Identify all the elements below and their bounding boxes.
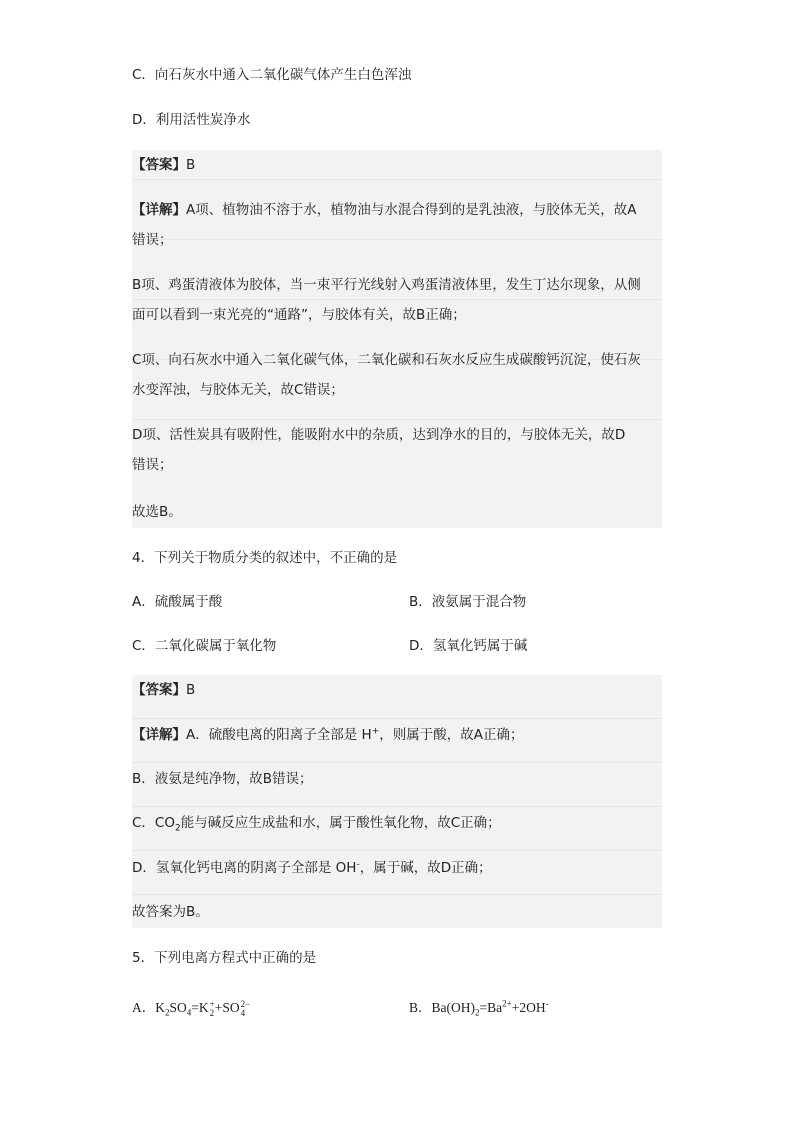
explain-label: 【详解】 [132,202,186,218]
answer-label: 【答案】 [132,682,186,698]
q3-explain-b-2: 面可以看到一束光亮的“通路”，与胶体有关，故B正确； [132,307,466,323]
explain-text: A项、植物油不溶于水，植物油与水混合得到的是乳浊液，与胶体无关，故A [186,202,637,218]
formula-part: K [155,1000,165,1015]
explain-c-tail: 能与碱反应生成盐和水，属于酸性氧化物，故C正确； [180,815,501,831]
formula-part: =K [191,1000,209,1015]
explain-d-text: D．氢氧化钙电离的阴离子全部是 OH [132,860,357,876]
q3-explain-c-1: C项、向石灰水中通入二氧化碳气体，二氧化碳和石灰水反应生成碳酸钙沉淀，使石灰 [132,352,641,368]
q3-option-d: D．利用活性炭净水 [132,112,251,128]
q4-explain-d [132,853,662,883]
subscript: 4 [186,1007,192,1018]
q4-conclusion: 故答案为B。 [132,904,209,920]
q4-option-c: C．二氧化碳属于氧化物 [132,638,277,654]
answer-label: 【答案】 [132,157,186,173]
subscript: 2 [475,1007,480,1018]
q3-answer [132,150,662,180]
superscript: - [545,998,549,1009]
formula-part: SO [169,1000,187,1015]
q4-explain-c [132,808,662,838]
subscript: 2 [165,1007,170,1018]
q3-explain-d-2: 错误； [132,457,173,473]
q5-option-b [409,993,549,1023]
formula-part: =Ba [479,1000,503,1015]
answer-value: B [186,682,196,698]
q4-option-a: A．硫酸属于酸 [132,594,223,610]
option-label: A． [132,1000,156,1015]
explain-a-text: A．硫酸电离的阳离子全部是 H [186,727,372,743]
q4-stem: 4．下列关于物质分类的叙述中，不正确的是 [132,550,398,566]
q3-conclusion: 故选B。 [132,504,182,520]
oh-minus-charge: - [356,859,360,870]
q3-explain-b-1: B项、鸡蛋清液体为胶体，当一束平行光线射入鸡蛋清液体里，发生丁达尔现象，从侧 [132,277,641,293]
q4-answer-box [132,675,662,928]
explain-label: 【详解】 [132,727,186,743]
q4-answer [132,675,662,705]
co2-subscript: 2 [174,823,181,834]
subscript: 2 [209,1007,215,1018]
q5-option-a [132,993,250,1023]
superscript: 2− [240,998,251,1009]
answer-value: B [186,157,196,173]
subscript: 4 [240,1007,246,1018]
q4-option-b: B．液氨属于混合物 [409,594,527,610]
q4-explain-b: B．液氨是纯净物，故B错误； [132,771,313,787]
explain-c-text: C．CO [132,815,175,831]
q3-explain-c-2: 水变浑浊，与胶体无关，故C错误； [132,382,344,398]
explain-d-tail: ，属于碱，故D正确； [359,860,492,876]
h-plus-charge: + [371,726,380,737]
q3-explain-a-2: 错误； [132,232,173,248]
option-label: B． [409,1000,432,1015]
q3-explain-d-1: D项、活性炭具有吸附性，能吸附水中的杂质，达到净水的目的，与胶体无关，故D [132,427,626,443]
q4-explain-a [132,720,662,750]
q4-option-d: D．氢氧化钙属于碱 [409,638,528,654]
superscript: + [209,998,215,1009]
q3-option-c: C．向石灰水中通入二氧化碳气体产生白色浑浊 [132,67,412,83]
formula-part: Ba(OH) [431,1000,476,1015]
formula-part: +2OH [511,1000,546,1015]
explain-a-tail: ，则属于酸，故A正确； [379,727,524,743]
q3-explain-a-1 [132,195,662,225]
so4-charge-stack [241,1000,251,1018]
superscript: 2+ [502,998,512,1009]
formula-part: +SO [214,1000,240,1015]
q5-stem: 5．下列电离方程式中正确的是 [132,950,317,966]
